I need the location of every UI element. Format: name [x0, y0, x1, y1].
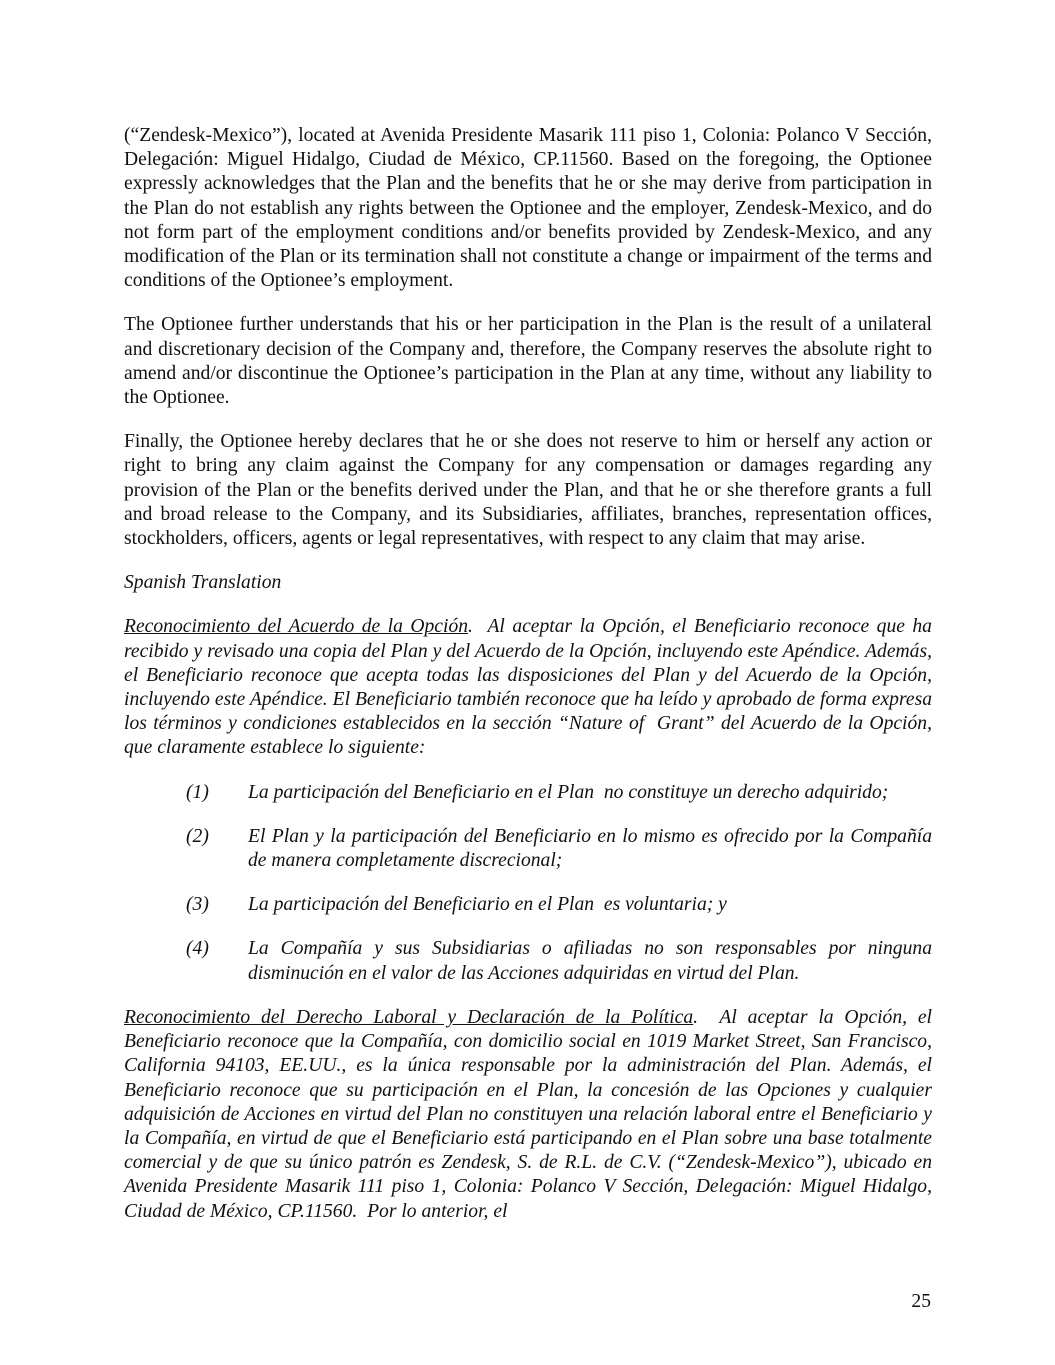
list-item-number: (4) — [186, 938, 209, 960]
list-item — [124, 781, 932, 805]
list-item-text: La participación del Beneficiario en el Plan no constituye un derecho adquirido; — [248, 781, 889, 803]
list-item-text: La Compañía y sus Subsidiarias o afiliadas no son responsables por ninguna disminución en el valor de las Acciones adquiridas en virtud del Plan. — [248, 938, 932, 984]
list-item-number: (2) — [186, 825, 209, 847]
list-item-number: (3) — [186, 894, 209, 916]
list-item-number: (1) — [186, 781, 209, 803]
list-item — [124, 893, 932, 917]
section-1-body: Al aceptar la Opción, el Beneficiario reconoce que ha recibido y revisado una copia del Plan y del Acuerdo de la Opción, incluyendo este Apéndice. Además, el Beneficiario reconoce que acepta todas las disposiciones del Plan y del Acuerdo de la Opción, incluyendo este Apéndice. El Beneficiario también reconoce que ha leído y aprobado de forma expresa los términos y condiciones establecidos en la sección “Nature of Grant” del Acuerdo de la Opción, que claramente establece lo siguiente: — [124, 616, 937, 759]
spanish-section-1 — [124, 615, 937, 760]
english-paragraph-2: The Optionee further understands that his or her participation in the Plan is the result of a unilateral and discretionary decision of the Company and, therefore, the Company reserves the absolute right to amend and/or discontinue the Optionee’s participation in the Plan at any time, without any liability to the Optionee. — [124, 314, 932, 409]
section-2-title-period: . — [693, 1006, 699, 1028]
section-2-body: Al aceptar la Opción, el Beneficiario reconoce que la Compañía, con domicilio social en 1019 Market Street, San Francisco, California 94103, EE.UU., es la única responsable por la administración del Plan. Además, el Beneficiario reconoce que su participación en el Plan, la concesión de las Opciones y cualquier adquisición de Acciones en virtud del Plan no constituyen una relación laboral entre el Beneficiario y la Compañía, en virtud de que el Beneficiario está participando en el Plan sobre una base totalmente comercial y de que su único patrón es Zendesk, S. de R.L. de C.V. (“Zendesk-Mexico”), ubicado en Avenida Presidente Masarik 111 piso 1, Colonia: Polanco V Sección, Delegación: Miguel Hidalgo, Ciudad de México, CP.11560. Por lo anterior, el — [124, 1006, 937, 1222]
spanish-translation-heading: Spanish Translation — [124, 572, 282, 594]
page-number: 25 — [911, 1291, 931, 1312]
spanish-section-2 — [124, 1006, 937, 1224]
document-page — [124, 124, 937, 1244]
list-item — [124, 937, 932, 985]
section-1-title-period: . — [468, 616, 473, 638]
list-item-text: El Plan y la participación del Beneficiario en lo mismo es ofrecido por la Compañía de manera completamente discrecional; — [248, 825, 932, 872]
section-2-title: Reconocimiento del Derecho Laboral y Declaración de la Política — [124, 1006, 694, 1028]
english-paragraph-1: (“Zendesk-Mexico”), located at Avenida Presidente Masarik 111 piso 1, Colonia: Polanco V Sección, Delegación: Miguel Hidalgo, Ciudad de México, CP.11560. Based on the foregoing, the Optionee expressly acknowledges that the Plan and the benefits that he or she may derive from participation in the Plan do not establish any rights between the Optionee and the employer, Zendesk-Mexico, and do not form part of the employment conditions and/or benefits provided by Zendesk-Mexico, and any modification of the Plan or its termination shall not constitute a change or impairment of the terms and conditions of the Optionee’s employment. — [124, 125, 932, 292]
list-item — [124, 825, 932, 873]
section-1-title: Reconocimiento del Acuerdo de la Opción — [124, 616, 469, 638]
list-item-text: La participación del Beneficiario en el Plan es voluntaria; y — [248, 894, 727, 916]
english-paragraph-3: Finally, the Optionee hereby declares that he or she does not reserve to him or herself any action or right to bring any claim against the Company for any compensation or damages regarding any provision of the Plan or the benefits derived under the Plan, and that he or she therefore grants a full and broad release to the Company, and its Subsidiaries, affiliates, branches, representation offices, stockholders, officers, agents or legal representatives, with respect to any claim that may arise. — [124, 431, 932, 550]
